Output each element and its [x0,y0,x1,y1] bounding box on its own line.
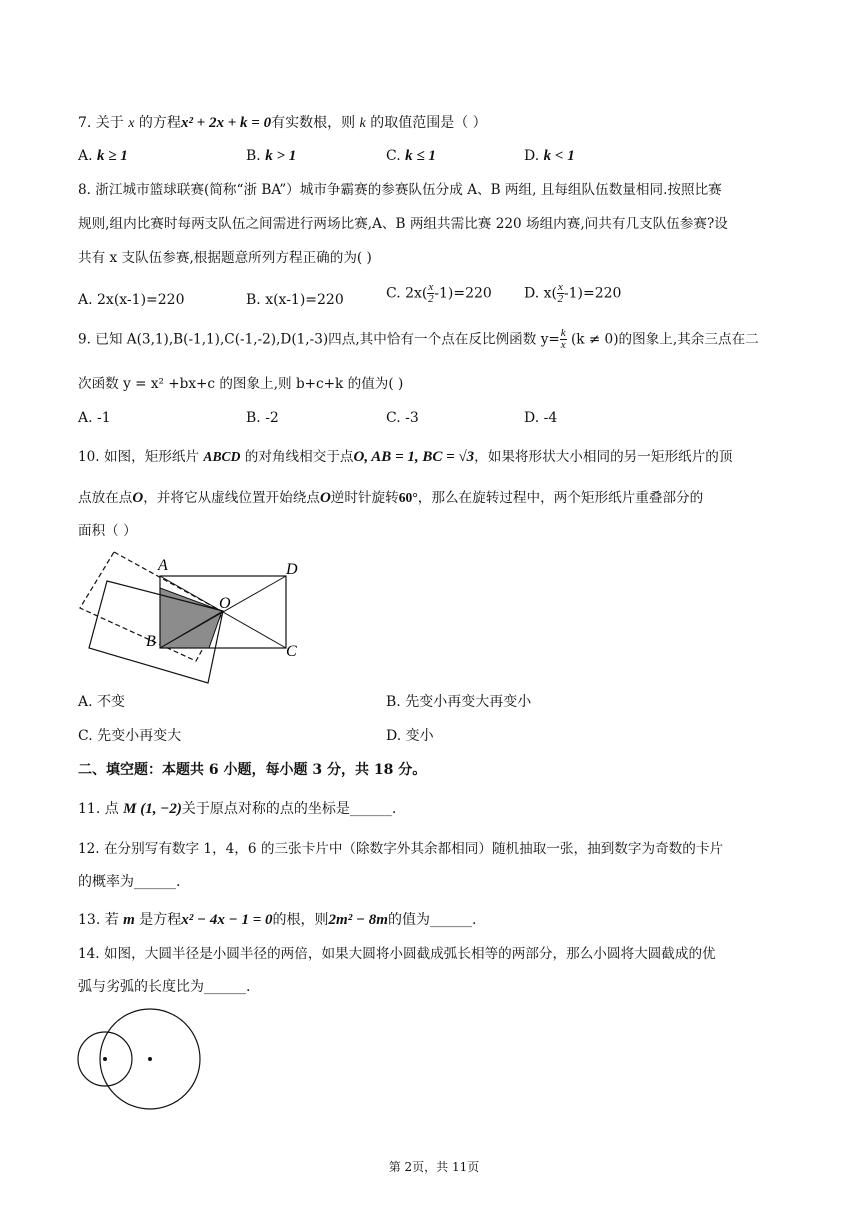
q8-line1: 8. 浙江城市篮球联赛(简称“浙 BA”）城市争霸赛的参赛队伍分成 A、B 两组, 且每组队伍数量相同.按照比赛 [78,182,722,198]
q10-option-b[interactable]: B. 先变小再变大再变小 [386,694,532,710]
q12-line2: 的概率为______. [78,874,181,890]
q9-line1: 9. 已知 A(3,1),B(-1,1),C(-1,-2),D(1,-3)四点,其中恰有一个点在反比例函数 y= $\frac{k}{x}$ (k ≠ 0)的图象上,其余三点在二 [78,327,759,351]
label-c: C [286,643,297,660]
q10-line2: 点放在点O，并将它从虚线位置开始绕点O逆时针旋转60°，那么在旋转过程中，两个矩形纸片重叠部分的 [78,490,704,506]
page-footer: 第 2页，共 11页 [388,1160,480,1174]
q8-option-a[interactable]: A. 2x(x-1)=220 [78,292,185,308]
fraction: $\frac{k}{x}$ [560,327,566,351]
fraction: $\frac{x}{2}$ [557,281,564,305]
small-circle-center [103,1057,107,1061]
section-heading-fill-in: 二、填空题：本题共 6 小题，每小题 3 分，共 18 分。 [78,762,427,778]
q7-option-c[interactable]: C. k ≤ 1 [386,148,436,164]
q9-option-b[interactable]: B. -2 [246,410,279,426]
q8-option-d[interactable]: D. x( $\frac{x}{2}$ -1)=220 [524,281,622,305]
label-b: B [146,633,156,650]
q9-option-a[interactable]: A. -1 [78,410,111,426]
q7-option-b[interactable]: B. k > 1 [246,148,297,164]
large-circle-center [148,1057,152,1061]
q12-line1: 12. 在分别写有数字 1，4，6 的三张卡片中（除数字外其余都相同）随机抽取一张，抽到数字为奇数的卡片 [78,841,724,857]
label-o: O [219,595,231,612]
q7-equation: x² + 2x + k = 0 [180,115,272,131]
label-a: A [158,557,168,574]
q7-option-a[interactable]: A. k ≥ 1 [78,148,128,164]
q14-line1: 14. 如图，大圆半径是小圆半径的两倍，如果大圆将小圆截成弧长相等的两部分，那么小圆将大圆截成的优 [78,946,716,962]
fraction: $\frac{x}{2}$ [428,281,434,305]
q14-line2: 弧与劣弧的长度比为______. [78,979,251,995]
q8-line2: 规则,组内比赛时每两支队伍之间需进行两场比赛,A、B 两组共需比赛 220 场组内赛,问共有几支队伍参赛?设 [78,216,728,232]
q10-option-d[interactable]: D. 变小 [386,728,434,744]
q10-option-a[interactable]: A. 不变 [78,694,126,710]
q7-stem: 7. 关于 x 的方程x² + 2x + k = 0有实数根，则 k 的取值范围是（ ） [78,115,487,131]
q10-line1: 10. 如图，矩形纸片 ABCD 的对角线相交于点O, AB = 1, BC = √3，如果将形状大小相同的另一矩形纸片的顶 [78,449,733,465]
q9-line2: 次函数 y = x² +bx+c 的图象上,则 b+c+k 的值为( ) [78,376,404,392]
q10-option-c[interactable]: C. 先变小再变大 [78,728,182,744]
q8-line3: 共有 x 支队伍参赛,根据题意所列方程正确的为( ) [78,250,372,266]
q7-option-d[interactable]: D. k < 1 [524,148,575,164]
q9-option-d[interactable]: D. -4 [524,410,558,426]
q9-option-c[interactable]: C. -3 [386,410,419,426]
q10-line3: 面积（ ） [78,523,137,539]
q8-option-b[interactable]: B. x(x-1)=220 [246,292,344,308]
q11-stem: 11. 点 M (1, −2)关于原点对称的点的坐标是______. [78,801,397,817]
q14-figure [70,1005,220,1115]
q10-figure [70,548,320,688]
q8-option-c[interactable]: C. 2x( $\frac{x}{2}$ -1)=220 [386,281,492,305]
label-d: D [286,561,298,578]
q13-stem: 13. 若 m 是方程x² − 4x − 1 = 0的根，则2m² − 8m的值为______. [78,912,477,928]
